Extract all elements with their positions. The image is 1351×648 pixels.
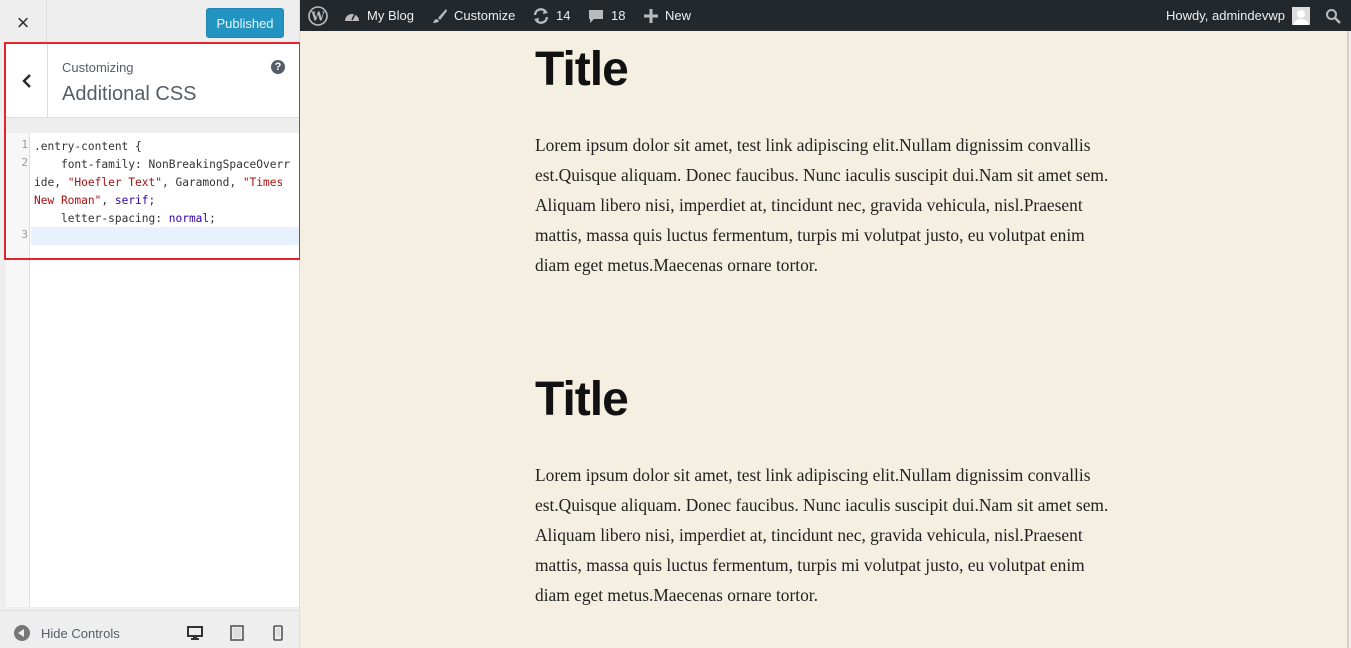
- hide-controls-label: Hide Controls: [41, 625, 120, 641]
- breadcrumb: Customizing: [62, 60, 134, 75]
- avatar-body: [1294, 19, 1308, 25]
- publish-button[interactable]: [206, 8, 284, 38]
- wordpress-logo-menu[interactable]: [308, 0, 334, 31]
- new-label: New: [665, 8, 692, 23]
- updates-count: 14: [556, 8, 571, 23]
- section-title: Additional CSS: [62, 83, 197, 105]
- post-title: Title: [535, 43, 628, 96]
- svg-text:W: W: [311, 9, 325, 23]
- hide-controls-button[interactable]: [14, 625, 120, 641]
- search-icon: [1325, 8, 1341, 24]
- site-name: My Blog: [367, 8, 414, 23]
- wordpress-icon: [308, 6, 328, 26]
- customize-label: Customize: [454, 8, 516, 23]
- customizer-footer: [0, 610, 299, 648]
- post-title: Title: [535, 373, 628, 426]
- updates-icon: [532, 7, 550, 25]
- desktop-icon: [187, 626, 203, 640]
- close-customizer-button[interactable]: [0, 0, 47, 45]
- my-account-menu[interactable]: [1166, 0, 1310, 31]
- close-icon: ×: [16, 9, 30, 35]
- post-content: Lorem ipsum dolor sit amet, test link adipiscing elit.Nullam dignissim convallis est.Quisque aliquam. Donec faucibus. Nunc iaculis suscipit dui.Nam sit amet sem. Aliquam libero nisi, imperdiet at, tincidunt nec, gravida vehicula, nisl.Praesent mattis, massa quis luctus fermentum, turpis mi volutpat justo, eu volutpat enim diam eget metus.Maecenas ornare tortor.: [535, 135, 1109, 275]
- publish-button-label: Published: [216, 15, 274, 31]
- updates-menu[interactable]: [532, 0, 570, 31]
- highlight-box: [4, 42, 301, 260]
- plus-icon: [643, 8, 659, 24]
- customizer-header: [0, 0, 299, 45]
- greeting: Howdy, admindevwp: [1166, 8, 1285, 23]
- new-content-menu[interactable]: [643, 0, 691, 31]
- site-preview: [300, 31, 1349, 648]
- comments-count: 18: [611, 8, 626, 23]
- search-menu[interactable]: [1325, 0, 1347, 31]
- tablet-icon: [230, 625, 244, 641]
- comments-menu[interactable]: [587, 0, 625, 31]
- brush-icon: [432, 8, 448, 24]
- avatar-head: [1297, 10, 1305, 18]
- line-number: 3: [21, 228, 28, 241]
- wp-admin-bar: [300, 0, 1351, 31]
- avatar: [1292, 7, 1310, 25]
- code-line-2: font-family: NonBreakingSpaceOverride, "Hoefler Text", Garamond, "Times New Roman", serif;: [34, 158, 290, 207]
- my-blog-menu[interactable]: [343, 0, 414, 31]
- mobile-icon: [273, 625, 283, 641]
- desktop-preview-button[interactable]: [187, 625, 203, 641]
- post-content: Lorem ipsum dolor sit amet, test link adipiscing elit.Nullam dignissim convallis est.Quisque aliquam. Donec faucibus. Nunc iaculis suscipit dui.Nam sit amet sem. Aliquam libero nisi, imperdiet at, tincidunt nec, gravida vehicula, nisl.Praesent mattis, massa quis luctus fermentum, turpis mi volutpat justo, eu volutpat enim diam eget metus.Maecenas ornare tortor.: [535, 465, 1109, 605]
- code-line-3: letter-spacing: normal;: [34, 212, 216, 225]
- help-icon[interactable]: ?: [271, 60, 285, 74]
- line-number: 1: [21, 138, 28, 151]
- dashboard-icon: [343, 8, 361, 24]
- customizer-sidebar: [0, 0, 300, 648]
- mobile-preview-button[interactable]: [270, 625, 286, 641]
- comment-icon: [587, 8, 605, 24]
- customize-menu[interactable]: [432, 0, 515, 31]
- collapse-icon: [14, 625, 30, 641]
- tablet-preview-button[interactable]: [229, 625, 245, 641]
- code-line-1: .entry-content {: [34, 140, 142, 153]
- line-number: 2: [21, 156, 28, 169]
